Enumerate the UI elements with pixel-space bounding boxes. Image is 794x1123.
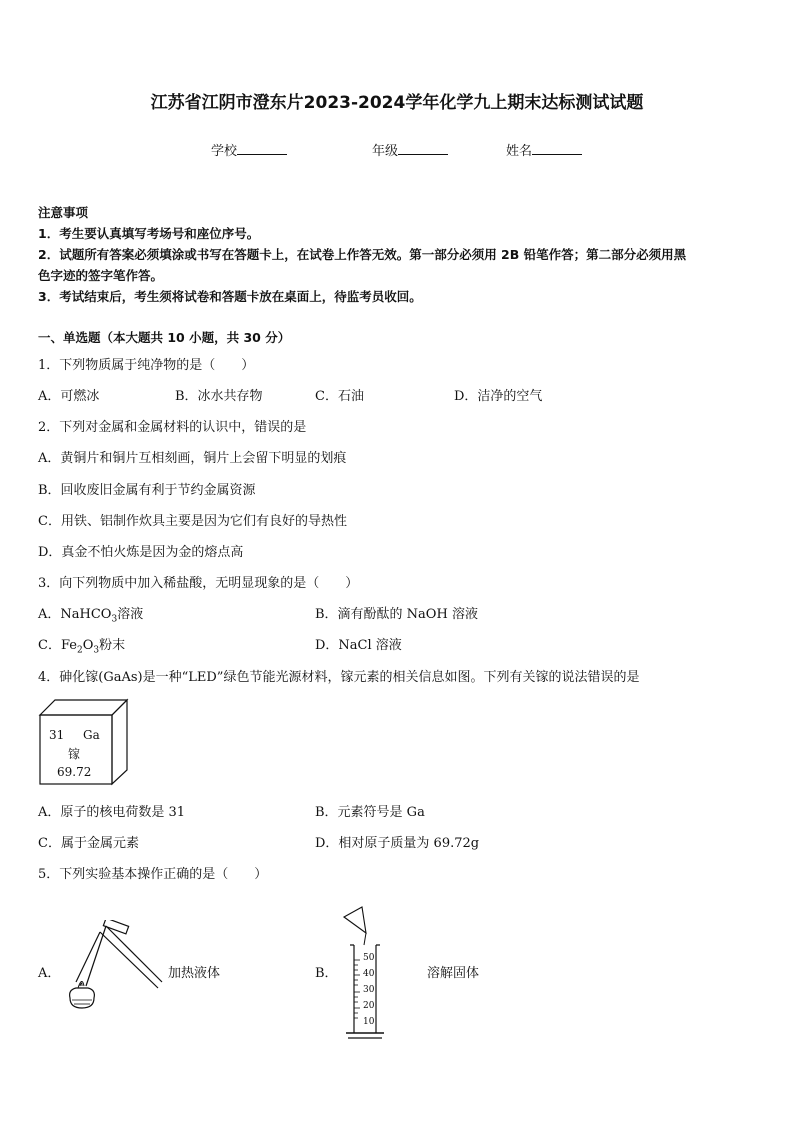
q3-c-subscript: 3 — [93, 645, 100, 656]
q5-option-b-label[interactable]: B． — [315, 966, 338, 981]
q3-c-suffix: 粉末 — [99, 638, 126, 653]
question-4-stem: 4．砷化镓(GaAs)是一种“LED”绿色节能光源材料，镓元素的相关信息如图。下列有关镓的说法错误的是 — [38, 670, 640, 685]
name-blank[interactable] — [532, 141, 582, 155]
note-item: 1．考生要认真填写考场号和座位序号。 — [38, 226, 260, 241]
q2-option-b[interactable]: B．回收废旧金属有利于节约金属资源 — [38, 483, 256, 498]
school-blank[interactable] — [237, 141, 287, 155]
name-label: 姓名 — [506, 144, 533, 159]
notes-heading: 注意事项 — [38, 205, 89, 220]
q2-option-c[interactable]: C．用铁、铝制作炊具主要是因为它们有良好的导热性 — [38, 514, 347, 529]
q4-option-d[interactable]: D．相对原子质量为 69.72g — [315, 836, 480, 851]
name-field[interactable] — [506, 140, 582, 159]
q5-option-a-text: 加热液体 — [168, 966, 221, 981]
question-3-stem: 3．向下列物质中加入稀盐酸，无明显现象的是（ ） — [38, 576, 359, 591]
q3-c-text: C．Fe — [38, 638, 77, 653]
note-item: 色字迹的签字笔作答。 — [38, 268, 164, 283]
q3-a-suffix: 溶液 — [117, 607, 144, 622]
q3-option-a[interactable] — [38, 603, 143, 625]
q2-option-d[interactable]: D．真金不怕火炼是因为金的熔点高 — [38, 545, 244, 560]
q3-a-text: A．NaHCO — [38, 607, 112, 622]
q3-c-subscript: 2 — [76, 645, 83, 656]
q3-option-d[interactable]: D．NaCl 溶液 — [315, 638, 402, 653]
q4-option-b[interactable]: B．元素符号是 Ga — [315, 805, 425, 820]
cylinder-mark: 50 — [363, 953, 375, 963]
cylinder-mark: 40 — [363, 969, 375, 979]
grade-field[interactable] — [372, 140, 448, 159]
q1-option-d[interactable]: D．洁净的空气 — [454, 389, 543, 404]
q3-option-c[interactable] — [38, 634, 125, 656]
question-1-stem: 1．下列物质属于纯净物的是（ ） — [38, 358, 255, 373]
q4-option-c[interactable]: C．属于金属元素 — [38, 836, 139, 851]
question-5-stem: 5．下列实验基本操作正确的是（ ） — [38, 867, 268, 882]
q5-option-b-text: 溶解固体 — [427, 966, 480, 981]
q4-option-a[interactable]: A．原子的核电荷数是 31 — [38, 805, 186, 820]
school-field[interactable] — [211, 140, 287, 159]
question-2-stem: 2．下列对金属和金属材料的认识中，错误的是 — [38, 420, 307, 435]
element-symbol: Ga — [83, 728, 100, 742]
school-label: 学校 — [211, 144, 238, 159]
q3-a-subscript: 3 — [111, 614, 118, 625]
q1-option-a[interactable]: A．可燃冰 — [38, 389, 100, 404]
note-item: 3．考试结束后，考生须将试卷和答题卡放在桌面上，待监考员收回。 — [38, 289, 422, 304]
q3-option-b[interactable]: B．滴有酚酞的 NaOH 溶液 — [315, 607, 478, 622]
heating-liquid-icon — [62, 920, 164, 1016]
q3-c-mid: O — [82, 638, 94, 653]
q2-option-a[interactable]: A．黄铜片和铜片互相刻画，铜片上会留下明显的划痕 — [38, 451, 347, 466]
q1-option-c[interactable]: C．石油 — [315, 389, 364, 404]
element-mass: 69.72 — [57, 765, 92, 779]
cylinder-mark: 30 — [363, 985, 375, 995]
page-title: 江苏省江阴市澄东片2023-2024学年化学九上期末达标测试试题 — [150, 93, 644, 113]
element-atomic-number: 31 — [49, 728, 65, 742]
grade-label: 年级 — [372, 144, 399, 159]
q5-option-a-label[interactable]: A． — [38, 966, 61, 981]
section-heading: 一、单选题（本大题共 10 小题，共 30 分） — [38, 330, 291, 345]
cylinder-mark: 10 — [363, 1017, 375, 1027]
element-card — [38, 698, 130, 786]
grade-blank[interactable] — [398, 141, 448, 155]
element-name: 镓 — [68, 747, 81, 761]
note-item: 2．试题所有答案必须填涂或书写在答题卡上，在试卷上作答无效。第一部分必须用 2B 铅笔作答；第二部分必须用黑 — [38, 247, 687, 262]
cylinder-mark: 20 — [363, 1001, 375, 1011]
q1-option-b[interactable]: B．冰水共存物 — [175, 389, 263, 404]
